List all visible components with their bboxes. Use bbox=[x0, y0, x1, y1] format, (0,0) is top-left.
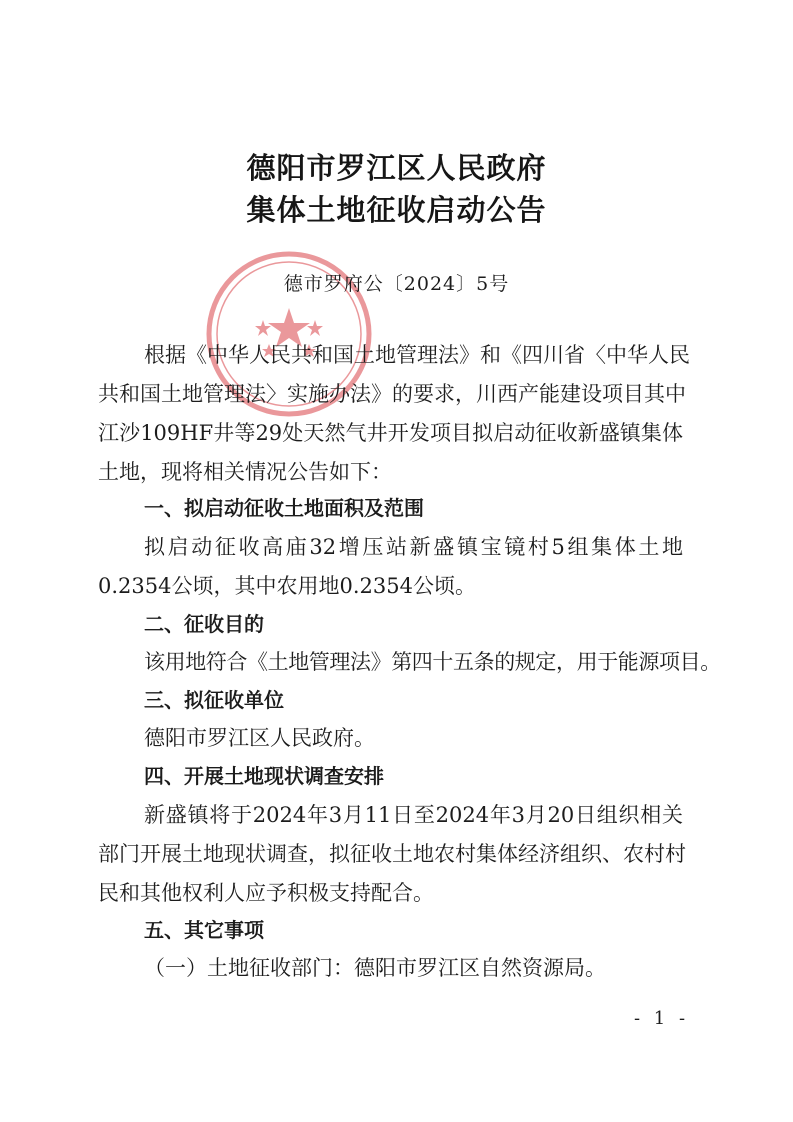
document-title-line-1: 德阳市罗江区人民政府 bbox=[246, 151, 547, 185]
section-5-heading: 五、其它事项 bbox=[144, 918, 264, 942]
section-4-heading: 四、开展土地现状调查安排 bbox=[144, 764, 384, 788]
section-2-line-1: 该用地符合《土地管理法》第四十五条的规定，用于能源项目。 bbox=[144, 650, 721, 674]
intro-line-1: 根据《中华人民共和国土地管理法》和《四川省〈中华人民 bbox=[144, 343, 690, 367]
section-3-heading: 三、拟征收单位 bbox=[144, 688, 284, 712]
intro-line-4: 土地，现将相关情况公告如下： bbox=[98, 460, 392, 484]
section-1-line-1: 拟启动征收高庙32增压站新盛镇宝镜村5组集体土地 bbox=[144, 535, 683, 559]
intro-line-2: 共和国土地管理法〉实施办法》的要求，川西产能建设项目其中 bbox=[98, 382, 686, 406]
section-1-heading: 一、拟启动征收土地面积及范围 bbox=[144, 496, 424, 520]
intro-line-3: 江沙109HF井等29处天然气井开发项目拟启动征收新盛镇集体 bbox=[98, 421, 683, 445]
section-4-line-2: 部门开展土地现状调查，拟征收土地农村集体经济组织、农村村 bbox=[98, 842, 686, 866]
section-3-line-1: 德阳市罗江区人民政府。 bbox=[144, 726, 375, 750]
section-2-heading: 二、征收目的 bbox=[144, 612, 264, 636]
page-number: - 1 - bbox=[634, 1008, 690, 1029]
section-4-line-1: 新盛镇将于2024年3月11日至2024年3月20日组织相关 bbox=[144, 803, 683, 827]
document-title-line-2: 集体土地征收启动公告 bbox=[246, 193, 547, 227]
section-4-line-3: 民和其他权利人应予积极支持配合。 bbox=[98, 881, 434, 905]
section-5-line-1: （一）土地征收部门：德阳市罗江区自然资源局。 bbox=[144, 956, 606, 980]
document-number: 德市罗府公〔2024〕5号 bbox=[283, 273, 510, 295]
section-1-line-2: 0.2354公顷，其中农用地0.2354公顷。 bbox=[98, 574, 476, 598]
